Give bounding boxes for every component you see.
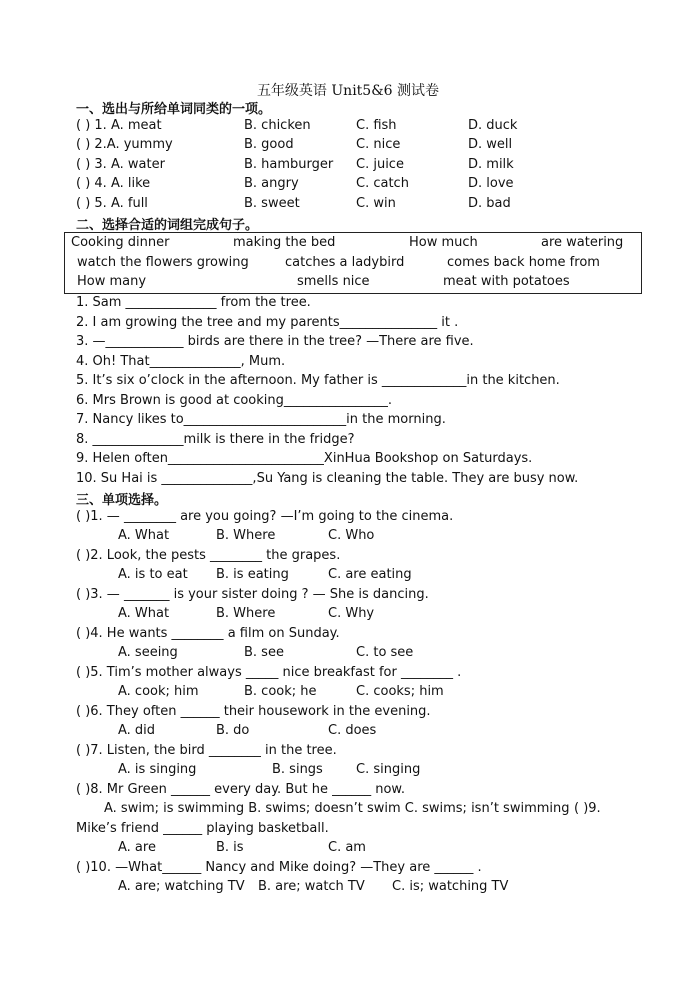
fill-item: 4. Oh! That______________, Mum. xyxy=(76,354,286,369)
s1-opt-b: B. sweet xyxy=(244,196,300,211)
mc-option: C. is; watching TV xyxy=(392,879,509,894)
s1-opt-d: D. bad xyxy=(468,196,511,211)
mc-option: B. is xyxy=(216,840,244,855)
s1-opt-d: D. well xyxy=(468,137,513,152)
mc-question-10: ( )10. —What______ Nancy and Mike doing? —They are ______ . xyxy=(76,860,482,875)
mc-question-6: ( )6. They often ______ their housework in the evening. xyxy=(76,704,431,719)
fill-item: 6. Mrs Brown is good at cooking________________. xyxy=(76,393,393,408)
phrase: comes back home from xyxy=(447,255,600,270)
mc-options-line: A. swim; is swimming B. swims; doesn’t swim C. swims; isn’t swimming xyxy=(104,801,570,816)
fill-item: 8. ______________milk is there in the fridge? xyxy=(76,432,355,447)
s1-opt-b: B. good xyxy=(244,137,294,152)
fill-item: 7. Nancy likes to_________________________in the morning. xyxy=(76,412,446,427)
phrase: How many xyxy=(77,274,147,289)
mc-option: A. are; watching TV xyxy=(118,879,245,894)
phrase-box xyxy=(64,232,642,294)
s1-opt-c: C. win xyxy=(356,196,396,211)
section-3-heading: 三、单项选择。 xyxy=(76,493,168,508)
s1-opt-d: D. duck xyxy=(468,118,518,133)
s1-opt-c: C. fish xyxy=(356,118,397,133)
phrase: meat with potatoes xyxy=(443,274,570,289)
fill-item: 5. It’s six o’clock in the afternoon. My father is _____________in the kitchen. xyxy=(76,373,560,388)
s1-opt-d: D. love xyxy=(468,176,514,191)
phrase: Cooking dinner xyxy=(71,235,170,250)
section-2-heading: 二、选择合适的词组完成句子。 xyxy=(76,218,259,233)
s1-q: ( ) 2.A. yummy xyxy=(76,137,173,152)
phrase: are watering xyxy=(541,235,624,250)
mc-option: C. am xyxy=(328,840,366,855)
mc-option: A. is to eat xyxy=(118,567,188,582)
fill-item: 2. I am growing the tree and my parents_______________ it . xyxy=(76,315,459,330)
mc-option: C. Who xyxy=(328,528,375,543)
mc-question-4: ( )4. He wants ________ a film on Sunday. xyxy=(76,626,340,641)
s1-q: ( ) 1. A. meat xyxy=(76,118,162,133)
mc-option: C. to see xyxy=(356,645,414,660)
s1-opt-b: B. chicken xyxy=(244,118,311,133)
mc-option: A. seeing xyxy=(118,645,178,660)
mc-question-1: ( )1. — ________ are you going? —I’m going to the cinema. xyxy=(76,509,454,524)
phrase: catches a ladybird xyxy=(285,255,405,270)
mc-option: B. Where xyxy=(216,606,276,621)
mc-question-9: Mike’s friend ______ playing basketball. xyxy=(76,821,329,836)
mc-question-2: ( )2. Look, the pests ________ the grapes. xyxy=(76,548,341,563)
mc-option: A. What xyxy=(118,528,170,543)
s1-opt-b: B. angry xyxy=(244,176,299,191)
mc-option: B. are; watch TV xyxy=(258,879,365,894)
s1-opt-d: D. milk xyxy=(468,157,514,172)
mc-question-9-start: ( )9. xyxy=(574,801,601,816)
mc-option: C. Why xyxy=(328,606,375,621)
mc-option: B. see xyxy=(244,645,284,660)
page-title: 五年级英语 Unit5&6 测试卷 xyxy=(256,83,440,99)
section-1-heading: 一、选出与所给单词同类的一项。 xyxy=(76,102,272,117)
s1-opt-c: C. nice xyxy=(356,137,401,152)
s1-q: ( ) 4. A. like xyxy=(76,176,151,191)
mc-question-5: ( )5. Tim’s mother always _____ nice breakfast for ________ . xyxy=(76,665,462,680)
phrase: How much xyxy=(409,235,478,250)
mc-option: C. singing xyxy=(356,762,421,777)
mc-question-7: ( )7. Listen, the bird ________ in the tree. xyxy=(76,743,337,758)
mc-option: B. sings xyxy=(272,762,323,777)
mc-option: B. cook; he xyxy=(244,684,317,699)
phrase: making the bed xyxy=(233,235,336,250)
mc-option: A. is singing xyxy=(118,762,197,777)
mc-option: A. are xyxy=(118,840,156,855)
mc-question-3: ( )3. — _______ is your sister doing ? — She is dancing. xyxy=(76,587,429,602)
mc-question-8: ( )8. Mr Green ______ every day. But he ______ now. xyxy=(76,782,405,797)
mc-option: A. cook; him xyxy=(118,684,199,699)
s1-opt-b: B. hamburger xyxy=(244,157,334,172)
s1-opt-c: C. juice xyxy=(356,157,404,172)
mc-option: A. What xyxy=(118,606,170,621)
phrase: smells nice xyxy=(297,274,370,289)
s1-q: ( ) 5. A. full xyxy=(76,196,148,211)
mc-option: C. cooks; him xyxy=(356,684,444,699)
mc-option: C. are eating xyxy=(328,567,412,582)
s1-opt-c: C. catch xyxy=(356,176,409,191)
fill-item: 10. Su Hai is ______________,Su Yang is cleaning the table. They are busy now. xyxy=(76,471,579,486)
fill-item: 1. Sam ______________ from the tree. xyxy=(76,295,311,310)
mc-option: B. Where xyxy=(216,528,276,543)
mc-option: C. does xyxy=(328,723,377,738)
fill-item: 9. Helen often________________________XinHua Bookshop on Saturdays. xyxy=(76,451,533,466)
mc-option: B. do xyxy=(216,723,250,738)
mc-option: A. did xyxy=(118,723,156,738)
mc-option: B. is eating xyxy=(216,567,289,582)
phrase: watch the flowers growing xyxy=(77,255,249,270)
s1-q: ( ) 3. A. water xyxy=(76,157,165,172)
fill-item: 3. —____________ birds are there in the tree? —There are five. xyxy=(76,334,474,349)
